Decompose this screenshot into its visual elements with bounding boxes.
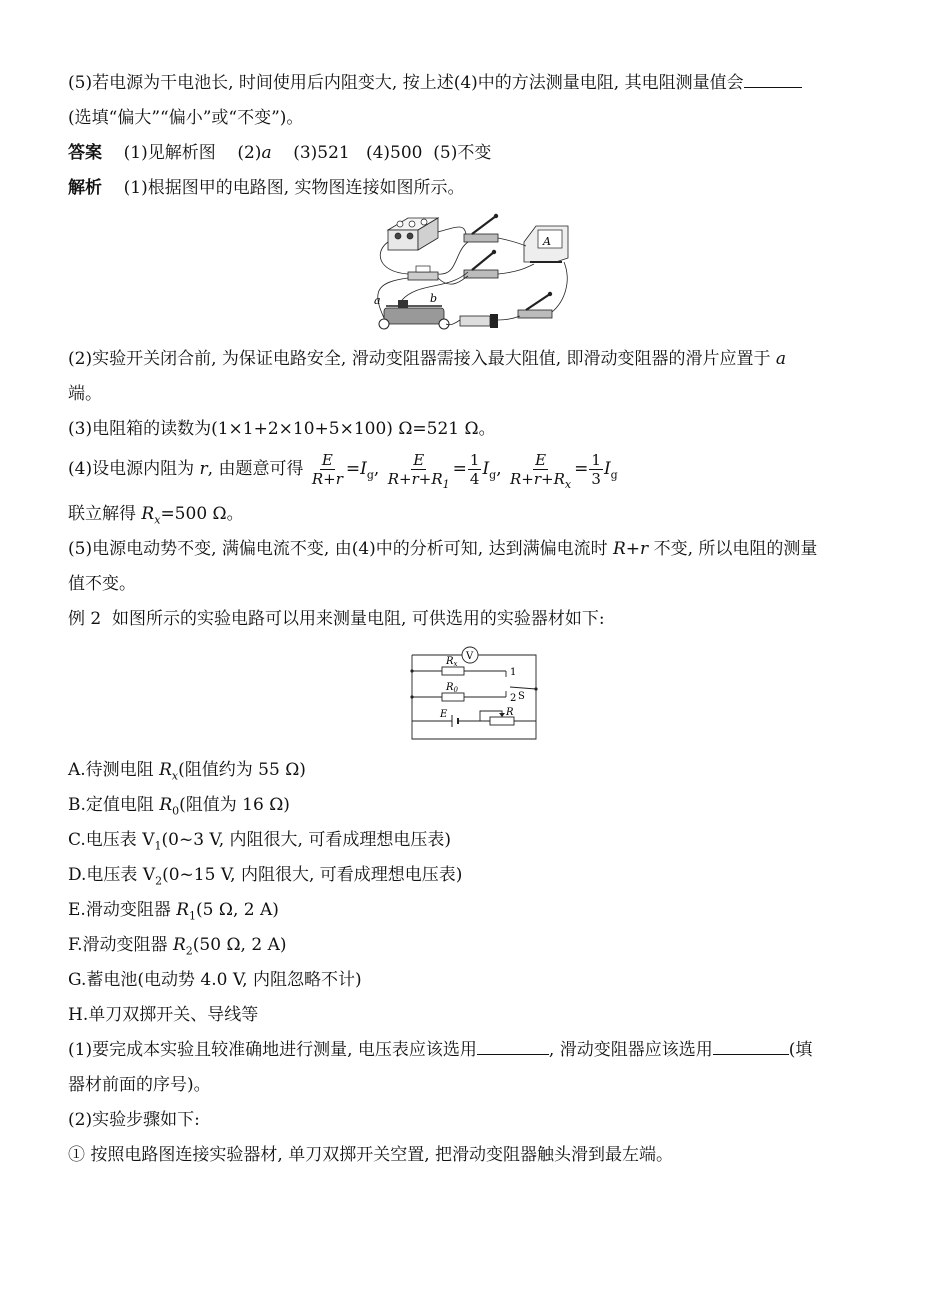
equation-2-fraction: $\frac{E}{R+r+R_1}$ (387, 451, 450, 491)
apparatus-wiring-figure (368, 212, 580, 342)
answer-part-1: (1)见解析图 (123, 143, 216, 163)
answer-part-4: (4)500 (365, 143, 423, 163)
label-switch-s: S (518, 691, 525, 702)
example-2-title: 例 2 (68, 609, 102, 629)
item-h: H.单刀双掷开关、导线等 (68, 1005, 259, 1025)
blank-voltmeter (477, 1038, 549, 1055)
item-c: C.电压表 $V_1(0\sim 3$ V, 内阻很大, 可看成理想电压表) (68, 830, 451, 853)
question-5-text: (5)若电源为干电池长, 时间使用后内阻变大, 按上述(4)中的方法测量电阻, 其电阻测量值会 (68, 73, 744, 93)
battery-icon (460, 314, 498, 328)
item-e: E.滑动变阻器 $R_1(5$ Ω, 2 A) (68, 900, 279, 923)
example-2-question-2: (2)实验步骤如下: (68, 1110, 200, 1130)
switch-bottom-icon (518, 292, 552, 318)
item-d: D.电压表 $V_2(0\sim 15$ V, 内阻很大, 可看成理想电压表) (68, 865, 463, 888)
analysis-step-4-equations: (4)设电源内阻为 r, 由题意可得 $\frac{E}{R+r}$ $=I_g$, $\frac{E}{R+r+R_1}$ = $\frac{1}{4}$ $I_g$, $\frac{E}{R+r+R_x}$ = $\frac{1}{3}$ $I_g$ (68, 451, 618, 491)
answer-blank (744, 71, 802, 88)
example-2-question-1-line-2: 器材前面的序号)。 (68, 1075, 211, 1095)
equation-1-fraction: $\frac{E}{R+r}$ (311, 451, 343, 488)
example-2-question-1-line-1: (1)要完成本实验且较准确地进行测量, 电压表应该选用 , 滑动变阻器应该选用 (填 (68, 1040, 813, 1060)
item-f: F.滑动变阻器 $R_2(50$ Ω, 2 A) (68, 935, 287, 958)
answer-part-2: (2)a (237, 143, 272, 163)
rheostat-symbol-icon (490, 717, 514, 725)
analysis-step-5-line-2: 值不变。 (68, 574, 136, 594)
label-switch-2: 2 (510, 693, 517, 704)
analysis-step-5-line-1: (5)电源电动势不变, 满偏电流不变, 由(4)中的分析可知, 达到满偏电流时 R+r 不变, 所以电阻的测量 (68, 539, 818, 559)
battery-symbol-icon (452, 715, 458, 727)
label-rheostat: R (506, 707, 514, 718)
label-emf: E (440, 709, 448, 720)
document-page (68, 66, 880, 1173)
example-2-intro: 例 2 如图所示的实验电路可以用来测量电阻, 可供选用的实验器材如下: (68, 609, 605, 629)
answer-part-5: (5)不变 (433, 143, 492, 163)
analysis-step-2-line-2: 端。 (68, 384, 102, 404)
resistor-rx-icon (442, 667, 464, 675)
example-2-step-1: ① 按照电路图连接实验器材, 单刀双掷开关空置, 把滑动变阻器触头滑到最左端。 (68, 1145, 674, 1165)
question-5-line-1 (68, 66, 880, 101)
rheostat-icon (374, 292, 449, 329)
analysis-line-1 (68, 171, 880, 206)
rheostat-end-a: a (374, 294, 381, 307)
ammeter-icon (524, 226, 568, 262)
voltmeter-icon (462, 647, 478, 663)
item-g: G.蓄电池(电动势 4.0 V, 内阻忽略不计) (68, 970, 362, 990)
item-a: A.待测电阻 $R_x$(阻值约为 55 Ω) (68, 760, 306, 783)
terminal-block-icon (408, 266, 438, 280)
analysis-step-4-solution: 联立解得 $R_x=500$ Ω。 (68, 504, 244, 527)
question-5-line-2: (选填“偏大”“偏小”或“不变”)。 (68, 108, 304, 128)
answer-part-3: (3)521 (293, 143, 350, 163)
equation-3-fraction: $\frac{E}{R+r+R_x}$ (510, 451, 572, 491)
third-fraction: $\frac{1}{3}$ (591, 451, 601, 488)
analysis-step-1: (1)根据图甲的电路图, 实物图连接如图所示。 (123, 178, 465, 198)
rheostat-end-b: b (430, 292, 438, 305)
resistor-r0-icon (442, 693, 464, 701)
ammeter-label: A (543, 235, 551, 248)
analysis-label: 解析 (68, 178, 102, 198)
voltmeter-label: V (466, 651, 474, 662)
switch-top-icon (464, 214, 498, 242)
resistance-box-icon (388, 218, 438, 250)
analysis-step-3: (3)电阻箱的读数为(1×1+2×10+5×100) Ω=521 Ω。 (68, 419, 496, 439)
label-switch-1: 1 (510, 667, 517, 678)
item-b: B.定值电阻 $R_0$(阻值为 16 Ω) (68, 795, 290, 818)
circuit-diagram (406, 641, 542, 747)
switch-middle-icon (464, 250, 498, 278)
quarter-fraction: $\frac{1}{4}$ (469, 451, 480, 488)
answer-label: 答案 (68, 143, 102, 163)
answer-line (68, 136, 880, 171)
label-rx: $R_x$ (446, 656, 458, 668)
analysis-step-2-line-1: (2)实验开关闭合前, 为保证电路安全, 滑动变阻器需接入最大阻值, 即滑动变阻器的滑片应置于 a (68, 349, 787, 369)
label-r0: $R_0$ (446, 682, 458, 694)
blank-rheostat (713, 1038, 789, 1055)
